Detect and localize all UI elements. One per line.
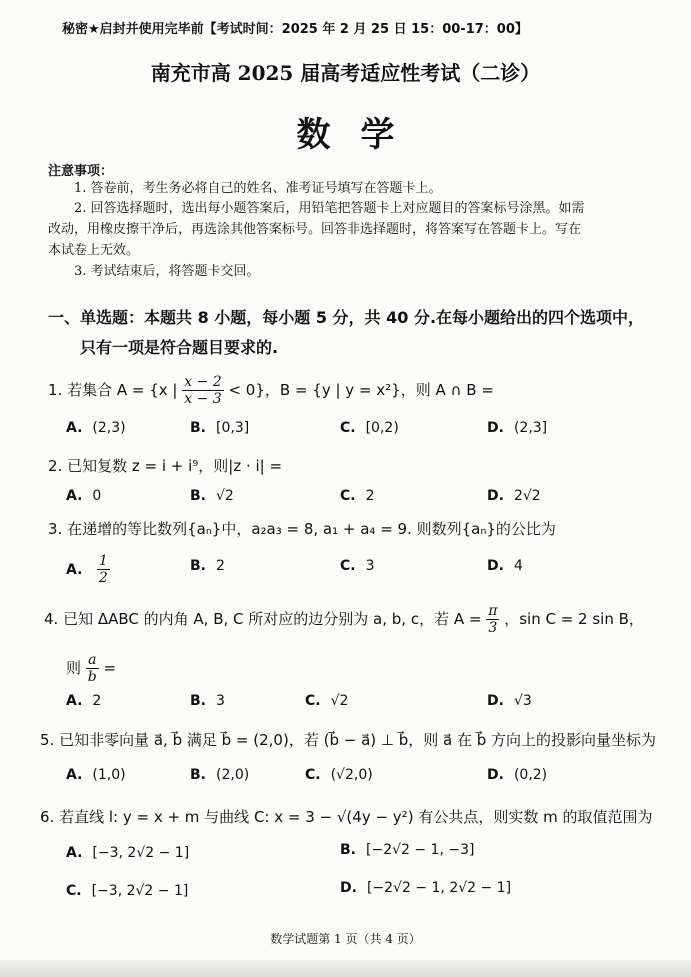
q6-option-b: B. [−2√2 − 1, −3] bbox=[340, 842, 475, 858]
q5-option-a: A. (1,0) bbox=[66, 767, 126, 783]
exam-title: 南充市高 2025 届高考适应性考试（二诊） bbox=[150, 61, 541, 85]
q4-option-c: C. √2 bbox=[305, 693, 349, 709]
question-4-line2: 则 $\frac{a}{b}$ = bbox=[66, 652, 117, 685]
q3-option-a-fraction: $\frac{1}{2}$ bbox=[98, 553, 108, 586]
q5-option-b: B. (2,0) bbox=[190, 767, 250, 783]
question-2: 2. 已知复数 z = i + i⁹，则|z · i| = bbox=[48, 457, 283, 475]
notice-item-3: 3. 考试结束后，将答题卡交回。 bbox=[74, 264, 260, 279]
q1-fraction bbox=[182, 374, 223, 407]
q2-option-c: C. 2 bbox=[340, 488, 375, 504]
q4-option-d: D. √3 bbox=[487, 693, 532, 709]
question-4: 4. 已知 ΔABC 的内角 A, B, C 所对应的边分别为 a, b, c，若 A = $\frac{\pi}{3}$ ，sin C = 2 sin B， bbox=[44, 603, 644, 636]
q1-option-a: A. (2,3) bbox=[66, 420, 126, 436]
exam-time-header: 秘密★启封并使用完毕前【考试时间：2025 年 2 月 25 日 15：00-17：00】 bbox=[62, 22, 528, 37]
page-bottom-edge bbox=[0, 960, 691, 977]
q3-option-a: A. $\frac{1}{2}$ bbox=[66, 553, 108, 586]
q4-option-a: A. 2 bbox=[66, 693, 102, 709]
q1-option-d: D. (2,3] bbox=[487, 420, 548, 436]
q4-option-b: B. 3 bbox=[190, 693, 225, 709]
q1-frac-den: x − 3 bbox=[184, 391, 222, 407]
question-3: 3. 在递增的等比数列{aₙ}中，a₂a₃ = 8, a₁ + a₄ = 9. 则数列{aₙ}的公比为 bbox=[48, 520, 556, 538]
notice-heading: 注意事项： bbox=[48, 164, 114, 179]
section-heading: 一、单选题：本题共 8 小题，每小题 5 分，共 40 分.在每小题给出的四个选项中， bbox=[48, 308, 645, 327]
q2-option-b: B. √2 bbox=[190, 488, 234, 504]
section-heading-cont: 只有一项是符合题目要求的. bbox=[80, 338, 279, 357]
q3-option-c: C. 3 bbox=[340, 558, 375, 574]
page-footer: 数学试题第 1 页（共 4 页） bbox=[270, 932, 421, 946]
q1-option-c: C. [0,2) bbox=[340, 420, 399, 436]
q1-text-pre: 1. 若集合 A = {x | bbox=[48, 381, 178, 399]
q1-frac-num: x − 2 bbox=[184, 374, 222, 390]
notice-item-2-cont: 改动，用橡皮擦干净后，再选涂其他答案标号。回答非选择题时，将答案写在答题卡上。写在 bbox=[48, 222, 582, 237]
q5-option-c: C. (√2,0) bbox=[305, 767, 373, 783]
q3-option-d: D. 4 bbox=[487, 558, 523, 574]
q4-ratio-fraction: $\frac{a}{b}$ bbox=[87, 652, 97, 685]
q6-option-d: D. [−2√2 − 1, 2√2 − 1] bbox=[340, 880, 512, 896]
question-5: 5. 已知非零向量 a⃗, b⃗ 满足 b⃗ = (2,0)，若 (b⃗ − a⃗) ⊥ b⃗，则 a⃗ 在 b⃗ 方向上的投影向量坐标为 bbox=[40, 731, 657, 749]
q1-text-post: < 0}，B = {y | y = x²}，则 A ∩ B = bbox=[228, 381, 494, 399]
question-6: 6. 若直线 l: y = x + m 与曲线 C: x = 3 − √(4y − y²) 有公共点，则实数 m 的取值范围为 bbox=[40, 808, 653, 826]
q6-option-a: A. [−3, 2√2 − 1] bbox=[66, 845, 190, 861]
q6-option-c: C. [−3, 2√2 − 1] bbox=[66, 883, 189, 899]
subject-title: 数学 bbox=[296, 115, 425, 155]
q2-option-d: D. 2√2 bbox=[487, 488, 541, 504]
q3-option-b: B. 2 bbox=[190, 558, 225, 574]
q5-option-d: D. (0,2) bbox=[487, 767, 548, 783]
q2-option-a: A. 0 bbox=[66, 488, 102, 504]
q4-fraction: $\frac{\pi}{3}$ bbox=[488, 603, 498, 636]
notice-item-2: 2. 回答选择题时，选出每小题答案后，用铅笔把答题卡上对应题目的答案标号涂黑。如需 bbox=[74, 201, 585, 216]
notice-item-2-end: 本试卷上无效。 bbox=[48, 243, 140, 258]
question-1 bbox=[48, 374, 494, 407]
notice-item-1: 1. 答卷前，考生务必将自己的姓名、准考证号填写在答题卡上。 bbox=[74, 181, 442, 196]
q1-option-b: B. [0,3] bbox=[190, 420, 250, 436]
